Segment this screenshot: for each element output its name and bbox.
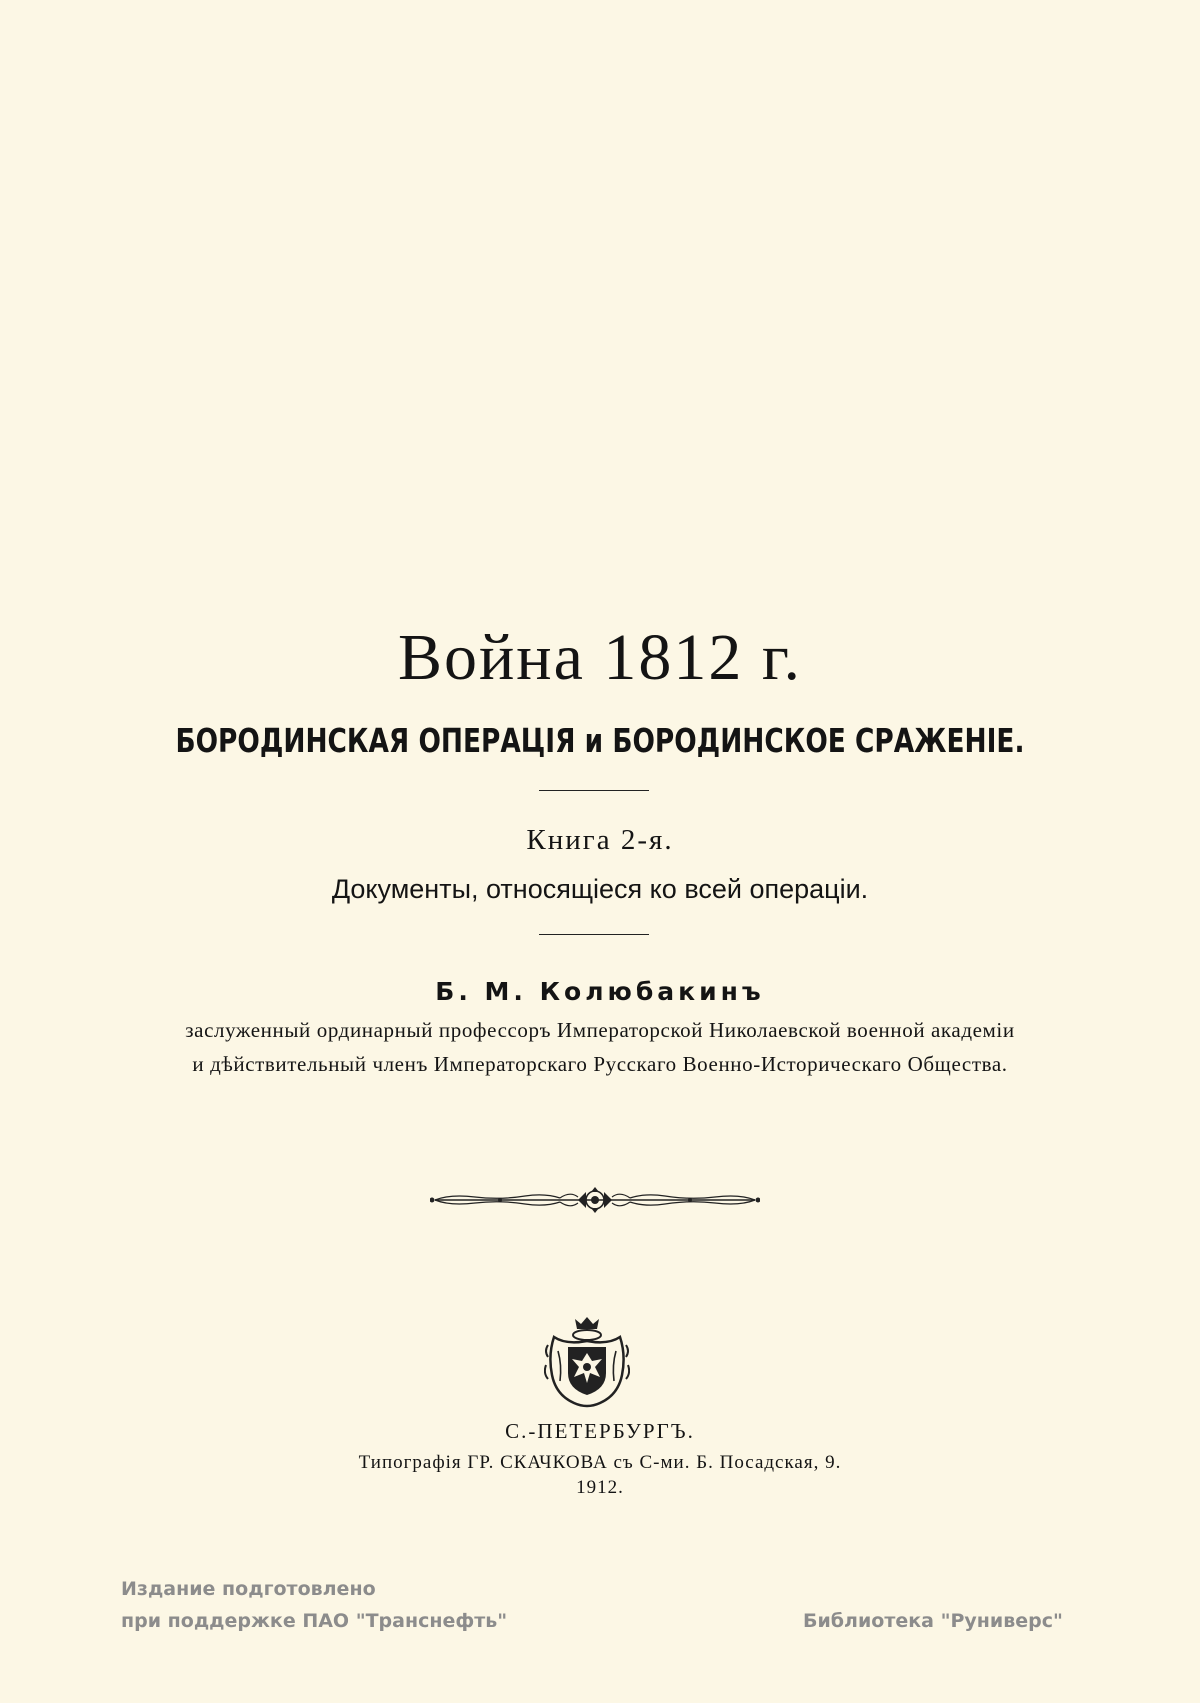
volume-number: Книга 2-я. bbox=[526, 824, 674, 856]
rule-lower bbox=[539, 934, 649, 935]
publisher-note-line-2: при поддержке ПАО "Транснефть" bbox=[121, 1610, 508, 1632]
printer-emblem-icon bbox=[544, 1315, 630, 1411]
book-title: Война 1812 г. bbox=[397, 621, 803, 694]
author-credential-line-1: заслуженный ординарный профессоръ Императорской Николаевской военной академіи bbox=[185, 1018, 1015, 1042]
author-credential-line-2: и дѣйствительный членъ Императорскаго Русскаго Военно-Историческаго Общества. bbox=[192, 1052, 1008, 1076]
book-subtitle: БОРОДИНСКАЯ ОПЕРАЦІЯ и БОРОДИНСКОЕ СРАЖЕНІЕ. bbox=[175, 721, 1025, 760]
imprint-printer: Типографія ГР. СКАЧКОВА съ С-ми. Б. Посадская, 9. bbox=[358, 1452, 842, 1473]
author-name: Б. М. Колюбакинъ bbox=[435, 977, 765, 1006]
divider-ornament-icon bbox=[430, 1185, 760, 1215]
publisher-note bbox=[121, 1573, 507, 1637]
volume-contents: Документы, относящіеся ко всей операціи. bbox=[331, 874, 869, 904]
imprint-city: С.-ПЕТЕРБУРГЪ. bbox=[505, 1419, 695, 1443]
imprint-year: 1912. bbox=[576, 1477, 624, 1498]
publisher-note-line-1: Издание подготовлено bbox=[121, 1578, 376, 1600]
rule-upper bbox=[539, 790, 649, 791]
library-credit: Библиотека "Руниверс" bbox=[803, 1610, 1063, 1632]
scan-left-edge bbox=[0, 1000, 158, 1090]
